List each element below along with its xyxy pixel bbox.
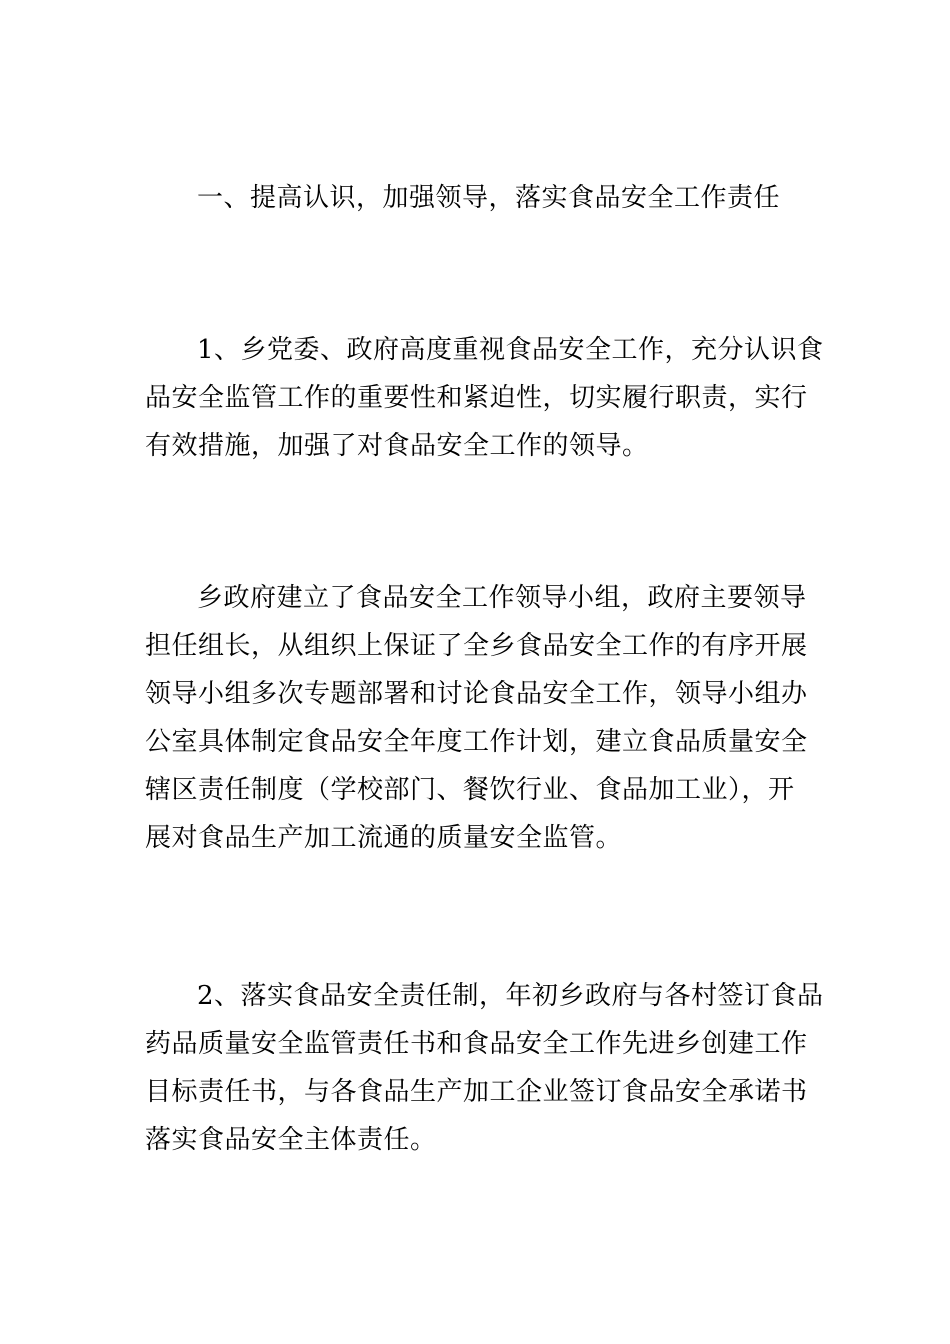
- paragraph-line: 目标责任书，与各食品生产加工企业签订食品安全承诺书: [145, 1077, 808, 1107]
- section-heading: 一、提高认识，加强领导，落实食品安全工作责任: [197, 183, 781, 213]
- paragraph-line: 辖区责任制度（学校部门、餐饮行业、食品加工业），开: [145, 775, 795, 805]
- paragraph-line: 1、乡党委、政府高度重视食品安全工作，充分认识食: [197, 335, 824, 365]
- paragraph-line: 担任组长，从组织上保证了全乡食品安全工作的有序开展: [145, 631, 808, 661]
- paragraph-line: 公室具体制定食品安全年度工作计划，建立食品质量安全: [145, 727, 808, 757]
- paragraph-line: 领导小组多次专题部署和讨论食品安全工作，领导小组办: [145, 679, 808, 709]
- paragraph-line: 品安全监管工作的重要性和紧迫性，切实履行职责，实行: [145, 383, 808, 413]
- paragraph-line: 2、落实食品安全责任制，年初乡政府与各村签订食品: [197, 981, 824, 1011]
- paragraph-line: 乡政府建立了食品安全工作领导小组，政府主要领导: [197, 583, 807, 613]
- paragraph-line: 落实食品安全主体责任。: [145, 1125, 437, 1155]
- paragraph-line: 药品质量安全监管责任书和食品安全工作先进乡创建工作: [145, 1029, 808, 1059]
- paragraph-line: 展对食品生产加工流通的质量安全监管。: [145, 823, 623, 853]
- paragraph-line: 有效措施，加强了对食品安全工作的领导。: [145, 431, 649, 461]
